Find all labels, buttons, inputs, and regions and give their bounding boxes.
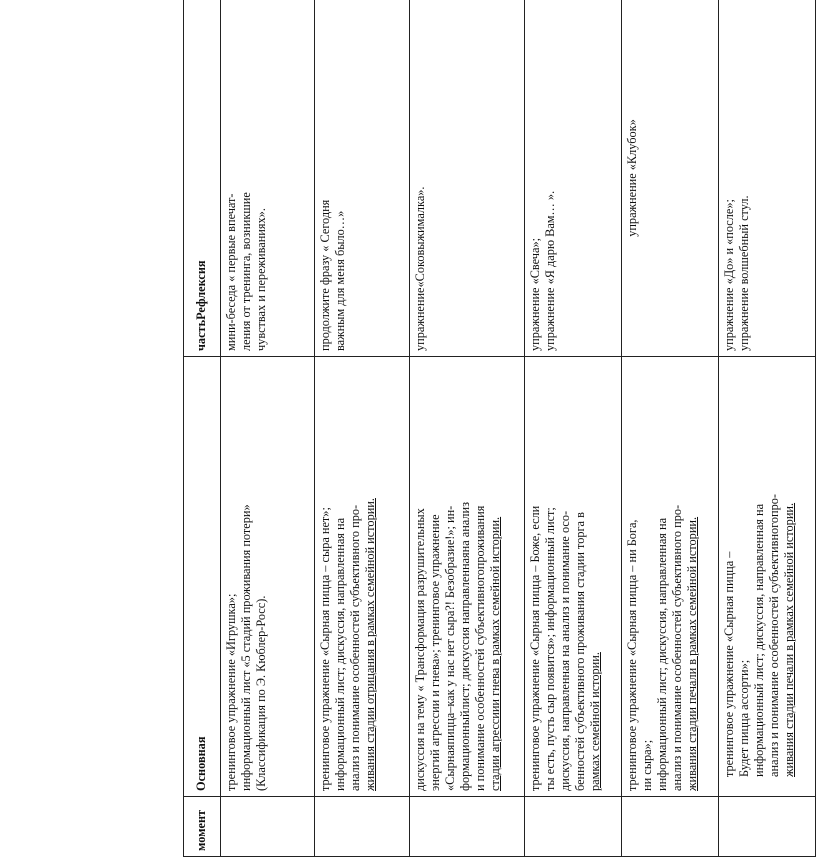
table-row — [315, 0, 410, 857]
table-row — [524, 0, 621, 857]
activity-line: (Классификация по Э. Кюблер-Росс). — [253, 595, 268, 791]
header-row — [184, 0, 221, 857]
header-col3 — [184, 0, 221, 357]
activity-line: рамках семейной истории. — [587, 652, 602, 791]
header-col2 — [184, 357, 221, 797]
activity-line: Будет пицца ассорти»; — [736, 659, 751, 777]
header-col3-text: частьРефлексия — [194, 260, 209, 351]
activity-line: «Сырнаяпицца–как у нас нет сыра?! Безобразие!»; ин- — [443, 505, 458, 791]
program-table — [183, 0, 816, 857]
reflection-cell — [315, 0, 410, 357]
table-row — [410, 0, 525, 857]
header-col1-text: момент — [194, 809, 209, 851]
reflection-line: упражнение «Я дарю Вам… ». — [542, 190, 557, 351]
reflection-line: мини-беседа « первые впечат- — [223, 193, 238, 351]
reflection-cell — [718, 0, 815, 357]
activity-line: тренинговое упражнение «Игрушка»; — [223, 593, 238, 791]
activity-line: информационный лист; дискуссия, направленная на — [751, 503, 766, 777]
activity-line: информационный лист «5 стадий проживания потери» — [238, 504, 253, 791]
activity-line: ты есть, пусть сыр появится»; информационный лист; — [542, 507, 557, 791]
activity-line: и понимание особенностей субъективногопроживания — [473, 505, 488, 791]
activity-line: живания стадии печали в рамках семейной истории. — [781, 502, 796, 777]
reflection-cell — [621, 0, 718, 357]
reflection-line: ления от тренинга, возникшие — [238, 192, 253, 351]
reflection-line: упражнение волшебный стул. — [736, 195, 751, 351]
activity-line: бенностей субъективного проживания стадии торга в — [572, 512, 587, 791]
empty-cell — [315, 797, 410, 857]
empty-cell — [410, 797, 525, 857]
reflection-cell — [410, 0, 525, 357]
empty-cell — [524, 797, 621, 857]
reflection-line: чувствах и переживаниях». — [253, 208, 268, 351]
activity-line: живания стадии печали в рамках семейной истории. — [684, 516, 699, 791]
activity-cell — [220, 357, 315, 797]
activity-cell — [524, 357, 621, 797]
table-row — [718, 0, 815, 857]
reflection-line: важным для меня было…» — [333, 210, 348, 351]
activity-line: энергий агрессии и гнева»; тренинговое упражнение — [428, 514, 443, 791]
reflection-line: продолжите фразу « Сегодня — [318, 199, 333, 351]
activity-line: живания стадии отрицания в рамках семейной истории. — [363, 498, 378, 791]
empty-cell — [718, 797, 815, 857]
empty-cell — [220, 797, 315, 857]
reflection-line: упражнение «До» и «после»; — [721, 199, 736, 351]
activity-line: дискуссия, направленная на анализ и понимание осо- — [557, 510, 572, 791]
activity-line: тренинговое упражнение «Сырная пицца – сыра нет»; — [318, 507, 333, 791]
rotated-page — [183, 0, 816, 857]
table-row — [220, 0, 315, 857]
activity-line: формационныйлист; дискуссия направленнаяна анализ — [458, 502, 473, 791]
activity-cell — [410, 357, 525, 797]
activity-cell — [718, 357, 815, 797]
activity-line: анализ и понимание особенностей субъективного про- — [348, 504, 363, 791]
activity-line: ни сыра»; — [639, 739, 654, 791]
header-col1 — [184, 797, 221, 857]
activity-line: дискуссия на тему « Трансформация разрушительных — [413, 508, 428, 791]
reflection-line: упражнение«Соковыжималка». — [413, 186, 428, 351]
reflection-line: упражнение «Свеча»; — [527, 237, 542, 351]
activity-line: анализ и понимание особенностей субъективного про- — [669, 504, 684, 791]
activity-line: стадии агрессиии гнева в рамках семейной истории. — [488, 516, 503, 791]
activity-cell — [315, 357, 410, 797]
table-row — [621, 0, 718, 857]
activity-line: информационный лист; дискуссия, направленная на — [654, 517, 669, 791]
activity-line: информационный лист; дискуссия, направленная на — [333, 517, 348, 791]
activity-line: тренинговое упражнение «Сырная пицца – — [721, 551, 736, 777]
header-col2-text: Основная — [194, 736, 209, 791]
reflection-cell — [220, 0, 315, 357]
activity-line: тренинговое упражнение «Сырная пицца – ни Бога, — [624, 519, 639, 791]
activity-cell — [621, 357, 718, 797]
activity-line: анализ и понимание особенностей субъективногопро- — [766, 493, 781, 777]
empty-cell — [621, 797, 718, 857]
reflection-cell — [524, 0, 621, 357]
reflection-line: упражнение «Клубок» — [624, 119, 639, 237]
activity-line: тренинговое упражнение «Сырная пицца – Боже, если — [527, 505, 542, 791]
